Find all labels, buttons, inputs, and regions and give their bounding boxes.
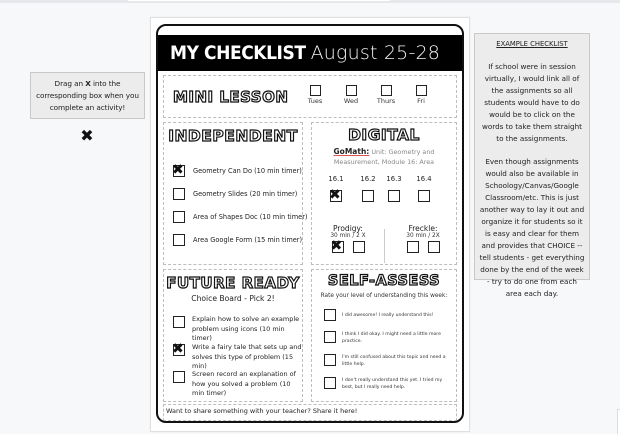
instruction-note[interactable] — [30, 72, 145, 119]
task-label[interactable]: Area of Shapes Doc (10 min timer) — [193, 213, 308, 221]
checkbox[interactable] — [418, 190, 430, 202]
digital-section — [311, 122, 457, 265]
option-label: I did awesome! I really understand this! — [342, 313, 434, 318]
checkbox[interactable] — [173, 211, 185, 223]
self-assess-option[interactable] — [324, 309, 454, 321]
mini-lesson-day-tues[interactable] — [300, 85, 330, 105]
module-label: 16.2 — [360, 175, 376, 183]
independent-task[interactable] — [173, 188, 297, 200]
day-label: Thurs — [376, 97, 396, 105]
self-assess-subtitle: Rate your level of understanding this week: — [320, 293, 448, 299]
mini-lesson-title: MINI LESSON — [173, 88, 289, 106]
day-label: Tues — [307, 97, 323, 105]
self-assess-option[interactable] — [324, 377, 454, 391]
checkbox[interactable] — [173, 188, 185, 200]
module-label: 16.1 — [328, 175, 344, 183]
option-label: I'm still confused about this topic and need a little help. — [342, 355, 446, 367]
task-label[interactable]: Screen record an explanation of how you solved a problem (10 min timer) — [192, 370, 296, 397]
divider — [384, 229, 385, 263]
mini-lesson-section — [163, 75, 457, 118]
independent-title: INDEPENDENT — [168, 127, 298, 145]
prodigy-label[interactable]: Prodigy: — [333, 224, 363, 233]
checkbox-checked[interactable] — [330, 190, 342, 202]
freckle-detail: 30 min / 2X — [406, 233, 440, 239]
future-ready-title: FUTURE READY — [166, 274, 300, 292]
checkbox[interactable] — [324, 331, 336, 343]
day-label: Fri — [417, 97, 425, 105]
module-label: 16.3 — [386, 175, 402, 183]
checkbox-checked[interactable] — [332, 241, 344, 253]
checkbox[interactable] — [428, 241, 440, 253]
future-ready-subtitle: Choice Board - Pick 2! — [191, 294, 275, 303]
checkbox[interactable] — [353, 241, 365, 253]
task-label[interactable]: Write a fairy tale that sets up and solves this type of problem (15 min) — [192, 343, 302, 370]
day-label: Wed — [343, 97, 359, 105]
checkbox[interactable] — [173, 316, 185, 328]
instruction-text-before: Drag an — [54, 79, 86, 88]
checklist-header — [158, 35, 462, 71]
gomath-label[interactable]: GoMath: — [333, 147, 370, 156]
example-note-paragraph: If school were in session virtually, I would link all of the assignments so all students would have to do would be to click on the words to take them straight to the assignments. — [482, 62, 582, 143]
gomath-description[interactable] — [312, 147, 456, 167]
example-note-heading: EXAMPLE CHECKLIST — [496, 40, 568, 48]
module-16-3[interactable] — [384, 175, 404, 202]
example-checklist-note[interactable] — [474, 33, 590, 298]
checkbox[interactable] — [173, 234, 185, 246]
checkbox[interactable] — [324, 309, 336, 321]
independent-section — [163, 122, 308, 265]
module-16-1[interactable] — [326, 175, 346, 202]
task-label[interactable]: Geometry Can Do (10 min timer) — [193, 167, 302, 175]
prodigy-group — [324, 224, 372, 253]
checkbox-checked[interactable] — [173, 344, 185, 356]
freckle-label[interactable]: Freckle: — [408, 224, 438, 233]
share-with-teacher-box[interactable] — [163, 404, 457, 421]
self-assess-title: SELF-ASSESS — [327, 273, 441, 289]
checklist-title: MY CHECKLIST — [170, 42, 306, 64]
self-assess-option[interactable] — [324, 331, 454, 345]
checkbox[interactable] — [388, 190, 400, 202]
task-label[interactable]: Area Google Form (15 min timer) — [193, 236, 303, 244]
mini-lesson-day-wed[interactable] — [336, 85, 366, 105]
checkbox-checked[interactable] — [173, 165, 185, 177]
example-note-paragraph: Even though assignments would also be available in Schoology/Canvas/Google Classroom/etc. This is just another way to lay it out and organize it for students so it is easy and clear for them and provides that CHOICE -- tell students - get everything done by the end of the week - try to do one from each area each day. — [479, 157, 585, 298]
module-16-2[interactable] — [358, 175, 378, 202]
independent-task[interactable] — [173, 165, 302, 177]
checkbox[interactable] — [381, 85, 392, 96]
digital-title: DIGITAL — [348, 126, 420, 144]
checkbox[interactable] — [324, 354, 336, 366]
choice-task[interactable] — [173, 315, 303, 344]
top-bar — [0, 0, 620, 3]
gomath-unit: Unit: Geometry and Measurement, Module 16: Area — [333, 148, 435, 166]
task-label[interactable]: Explain how to solve an example problem using icons (10 min timer) — [192, 315, 300, 342]
option-label: I think I did okay. I might need a little more practice. — [342, 332, 441, 344]
independent-task[interactable] — [173, 211, 308, 223]
choice-task[interactable] — [173, 370, 303, 399]
checklist-slide — [150, 17, 470, 432]
checkbox[interactable] — [173, 371, 185, 383]
checkbox[interactable] — [310, 85, 321, 96]
checklist-date: August 25-28 — [310, 42, 441, 64]
mini-lesson-day-thurs[interactable] — [371, 85, 401, 105]
checkbox[interactable] — [407, 241, 419, 253]
choice-task[interactable] — [173, 343, 303, 372]
checkbox[interactable] — [324, 377, 336, 389]
independent-task[interactable] — [173, 234, 302, 246]
prodigy-detail: 30 min / 2 X — [330, 233, 366, 239]
checkbox[interactable] — [362, 190, 374, 202]
checkbox[interactable] — [416, 85, 427, 96]
instruction-x-glyph: X — [85, 79, 91, 88]
self-assess-section — [311, 269, 457, 402]
task-label[interactable]: Geometry Slides (20 min timer) — [193, 190, 298, 198]
module-16-4[interactable] — [414, 175, 434, 202]
module-label: 16.4 — [416, 175, 432, 183]
freckle-group — [396, 224, 450, 253]
share-prompt: Want to share something with your teacher? Share it here! — [166, 407, 358, 415]
instruction-text-after: into the corresponding box when you complete an activity! — [36, 79, 139, 112]
mini-lesson-day-fri[interactable] — [406, 85, 436, 105]
slide-strip-edge — [128, 0, 390, 1]
checklist-frame — [156, 24, 464, 423]
option-label: I don't really understand this yet. I tried my best, but I really need help. — [342, 378, 443, 390]
self-assess-option[interactable] — [324, 354, 454, 368]
future-ready-section — [163, 269, 303, 402]
x-mark-icon[interactable]: ✖ — [80, 126, 94, 145]
checkbox[interactable] — [346, 85, 357, 96]
